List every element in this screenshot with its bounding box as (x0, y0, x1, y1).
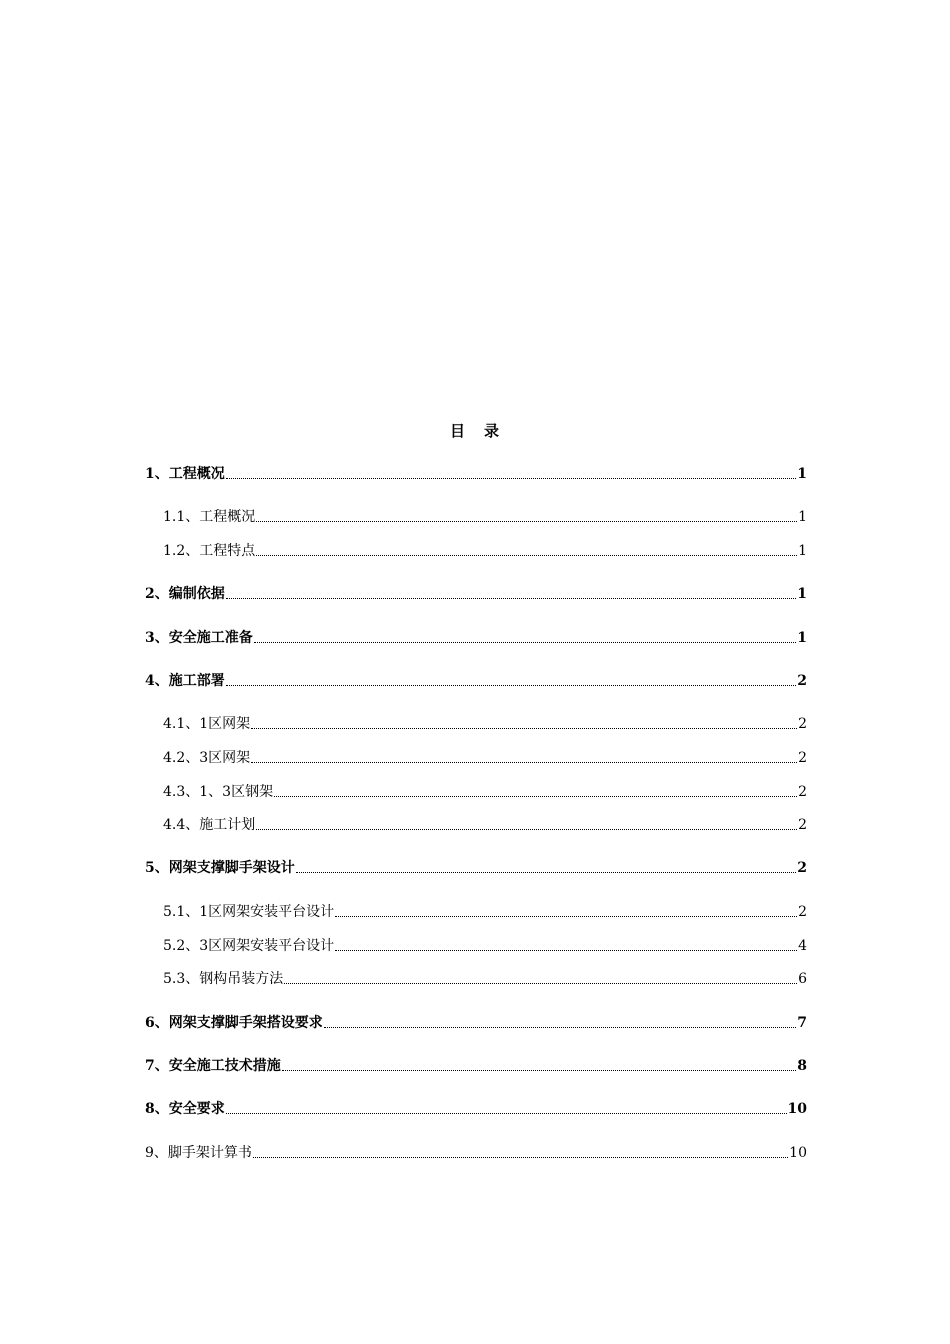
toc-dot-leader (284, 983, 797, 984)
toc-entry[interactable] (163, 507, 807, 527)
toc-entry-page-number: 1 (798, 543, 807, 559)
toc-entry-label: 5.3、钢构吊装方法 (163, 971, 284, 987)
toc-dot-leader (324, 1027, 797, 1028)
toc-entry-page-number: 6 (798, 971, 807, 987)
toc-dot-leader (254, 642, 797, 643)
toc-entry-page-number: 8 (797, 1058, 807, 1074)
toc-entry[interactable] (145, 1013, 807, 1033)
toc-entry-label: 4.2、3区网架 (163, 750, 251, 766)
toc-entry[interactable] (163, 782, 807, 802)
toc-entry[interactable] (163, 902, 807, 922)
toc-entry-page-number: 1 (797, 466, 807, 482)
toc-title-right: 录 (484, 422, 501, 440)
toc-dot-leader (251, 762, 797, 763)
toc-entry[interactable] (163, 541, 807, 561)
toc-entry-page-number: 2 (798, 784, 807, 800)
toc-entry-page-number: 2 (798, 716, 807, 732)
toc-entry-page-number: 2 (797, 673, 807, 689)
toc-entry-page-number: 2 (798, 750, 807, 766)
toc-entry-label: 1.2、工程特点 (163, 543, 256, 559)
toc-entry-page-number: 1 (797, 586, 807, 602)
toc-entry[interactable] (145, 858, 807, 878)
toc-dot-leader (335, 916, 797, 917)
toc-dot-leader (226, 478, 797, 479)
toc-entry[interactable] (163, 969, 807, 989)
toc-entry-label: 1.1、工程概况 (163, 509, 256, 525)
toc-entry-label: 5.1、1区网架安装平台设计 (163, 904, 335, 920)
toc-entry-label: 1、工程概况 (145, 466, 225, 482)
toc-dot-leader (296, 872, 797, 873)
toc-entry[interactable] (145, 464, 807, 484)
toc-entry-page-number: 10 (789, 1145, 807, 1161)
toc-entry[interactable] (163, 936, 807, 956)
toc-dot-leader (256, 829, 797, 830)
toc-entry[interactable] (145, 628, 807, 648)
toc-entry-label: 8、安全要求 (145, 1101, 225, 1117)
toc-entry-page-number: 7 (797, 1015, 807, 1031)
toc-entry-label: 4、施工部署 (145, 673, 225, 689)
toc-entry[interactable] (163, 815, 807, 835)
toc-entry[interactable] (145, 1099, 807, 1119)
toc-entry-label: 3、安全施工准备 (145, 630, 253, 646)
toc-entry-page-number: 2 (797, 860, 807, 876)
toc-entry[interactable] (163, 748, 807, 768)
toc-entry-label: 4.4、施工计划 (163, 817, 256, 833)
toc-dot-leader (226, 1113, 787, 1114)
toc-entry[interactable] (145, 584, 807, 604)
toc-entry-page-number: 2 (798, 817, 807, 833)
toc-entry-page-number: 2 (798, 904, 807, 920)
toc-dot-leader (256, 521, 797, 522)
toc-dot-leader (226, 598, 797, 599)
toc-dot-leader (253, 1157, 788, 1158)
toc-entry-page-number: 10 (787, 1101, 807, 1117)
toc-entry[interactable] (145, 671, 807, 691)
toc-entry[interactable] (145, 1143, 807, 1163)
toc-entry-label: 4.1、1区网架 (163, 716, 251, 732)
toc-entry-label: 9、脚手架计算书 (145, 1145, 252, 1161)
toc-dot-leader (256, 555, 797, 556)
toc-dot-leader (282, 1070, 797, 1071)
toc-entry-label: 5、网架支撑脚手架设计 (145, 860, 295, 876)
toc-dot-leader (251, 728, 797, 729)
toc-entry[interactable] (145, 1056, 807, 1076)
toc-entry[interactable] (163, 714, 807, 734)
toc-entry-label: 6、网架支撑脚手架搭设要求 (145, 1015, 323, 1031)
toc-entry-label: 2、编制依据 (145, 586, 225, 602)
toc-entry-page-number: 1 (797, 630, 807, 646)
toc-entry-label: 7、安全施工技术措施 (145, 1058, 281, 1074)
toc-entry-label: 5.2、3区网架安装平台设计 (163, 938, 335, 954)
toc-title-left: 目 (449, 422, 466, 440)
toc-dot-leader (274, 796, 797, 797)
toc-dot-leader (226, 685, 797, 686)
toc-dot-leader (335, 950, 797, 951)
toc-entry-page-number: 4 (798, 938, 807, 954)
toc-entry-label: 4.3、1、3区钢架 (163, 784, 274, 800)
toc-entry-page-number: 1 (798, 509, 807, 525)
